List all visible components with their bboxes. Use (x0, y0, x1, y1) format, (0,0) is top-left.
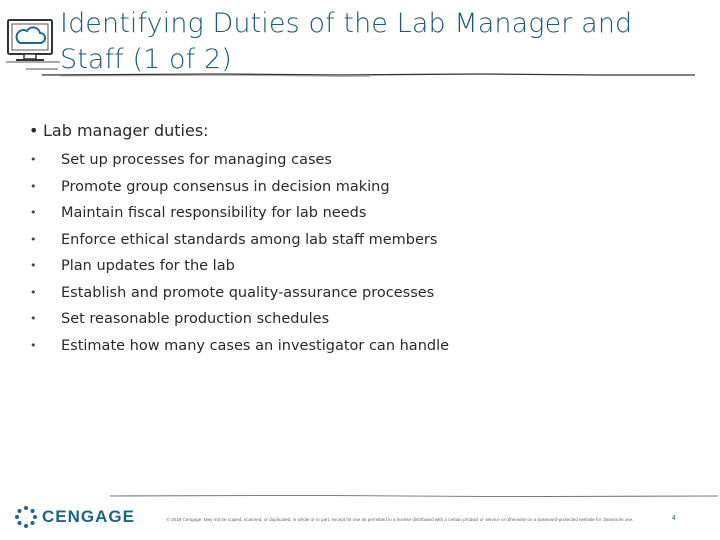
bullet-dot: • (30, 338, 37, 352)
list-item (30, 253, 449, 280)
duties-list (30, 147, 449, 359)
bullet-dot: • (30, 179, 37, 193)
list-item-text: Plan updates for the lab (61, 258, 235, 274)
bullet-dot: • (30, 312, 37, 325)
list-item-text: Set reasonable production schedules (61, 311, 330, 327)
list-item-text: Maintain fiscal responsibility for lab needs (61, 205, 367, 221)
list-item (30, 174, 449, 201)
list-item (30, 200, 449, 227)
bullet-dot: • (30, 232, 37, 246)
list-item (30, 333, 449, 360)
list-item (30, 227, 449, 254)
footer-divider (110, 490, 720, 502)
cengage-logo-text: CENGAGE (42, 507, 135, 526)
title-line-2: Staff (1 of 2) (60, 44, 232, 75)
list-item-text: Promote group consensus in decision making (61, 178, 390, 195)
bullet-dot: • (30, 206, 37, 219)
list-item (30, 147, 449, 174)
bullet-dot: • (29, 121, 39, 140)
list-item-text: Set up processes for managing cases (61, 152, 332, 168)
main-bullet-text: Lab manager duties: (43, 121, 209, 140)
title-underline (40, 64, 700, 84)
list-item-text: Enforce ethical standards among lab staff members (61, 231, 438, 248)
bullet-dot: • (30, 285, 37, 299)
list-item-text: Estimate how many cases an investigator can handle (61, 337, 450, 354)
list-item-text: Establish and promote quality-assurance processes (61, 284, 435, 301)
cengage-logo-icon (14, 505, 38, 529)
bullet-dot: • (30, 153, 37, 166)
title-line-1: Identifying Duties of the Lab Manager and (60, 8, 633, 39)
bullet-dot: • (30, 259, 37, 272)
page-number: 4 (672, 515, 676, 522)
main-bullet (29, 121, 209, 140)
list-item (30, 280, 449, 307)
list-item (30, 306, 449, 333)
copyright-notice: © 2019 Cengage. May not be copied, scanned, or duplicated, in whole or in part, except for use as permitted in a license distributed with a certain product or service or otherwise on a password-protected website for classroom use. (166, 517, 634, 522)
